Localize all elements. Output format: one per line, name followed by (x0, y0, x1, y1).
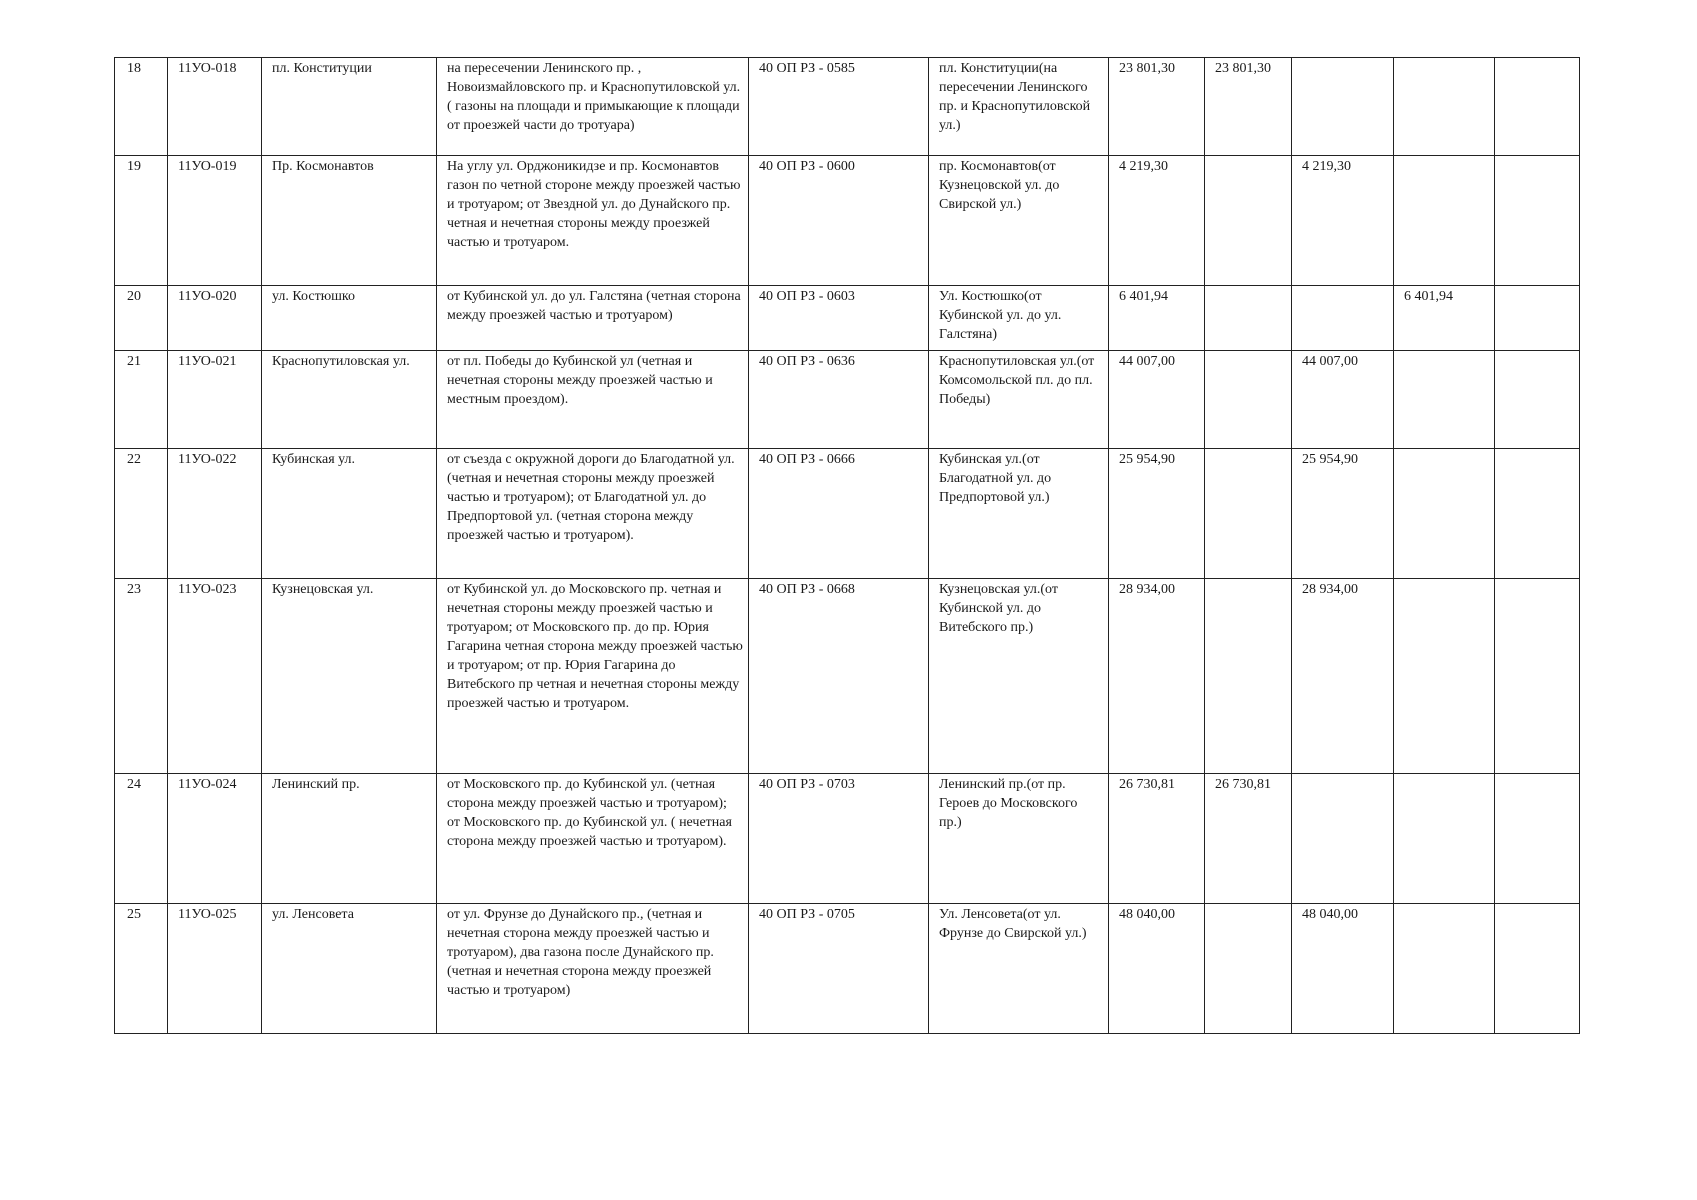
road-code-cell: 40 ОП РЗ - 0636 (749, 351, 929, 449)
amount-cell-3 (1394, 351, 1495, 449)
table-row (115, 449, 1580, 579)
row-number-cell: 23 (115, 579, 168, 774)
amount-cell-1 (1205, 286, 1292, 351)
amount-cell-1 (1205, 351, 1292, 449)
amount-cell-1: 26 730,81 (1205, 774, 1292, 904)
amount-cell-4 (1495, 449, 1580, 579)
object-name-cell: ул. Ленсовета (262, 904, 437, 1034)
amount-cell-4 (1495, 904, 1580, 1034)
object-name-cell: Ленинский пр. (262, 774, 437, 904)
road-section-cell: Ул. Костюшко(от Кубинской ул. до ул. Галстяна) (929, 286, 1109, 351)
object-code-cell: 11УО-022 (168, 449, 262, 579)
table-row (115, 286, 1580, 351)
road-section-cell: Кузнецовская ул.(от Кубинской ул. до Витебского пр.) (929, 579, 1109, 774)
road-code-cell: 40 ОП РЗ - 0600 (749, 156, 929, 286)
document-table (114, 57, 1580, 1034)
amount-cell-4 (1495, 579, 1580, 774)
row-number-cell: 18 (115, 58, 168, 156)
amount-cell-3 (1394, 449, 1495, 579)
object-name-cell: Краснопутиловская ул. (262, 351, 437, 449)
amount-cell-4 (1495, 286, 1580, 351)
amount-cell-1 (1205, 579, 1292, 774)
description-cell: на пересечении Ленинского пр. , Новоизмайловского пр. и Краснопутиловской ул.( газоны на площади и примыкающие к площади от проезжей части до тротуара) (437, 58, 749, 156)
amount-cell-2: 28 934,00 (1292, 579, 1394, 774)
amount-cell-3: 6 401,94 (1394, 286, 1495, 351)
object-code-cell: 11УО-021 (168, 351, 262, 449)
object-code-cell: 11УО-018 (168, 58, 262, 156)
object-name-cell: Пр. Космонавтов (262, 156, 437, 286)
amount-cell-2 (1292, 58, 1394, 156)
object-name-cell: ул. Костюшко (262, 286, 437, 351)
road-section-cell: Ленинский пр.(от пр. Героев до Московского пр.) (929, 774, 1109, 904)
amount-cell-2: 25 954,90 (1292, 449, 1394, 579)
road-code-cell: 40 ОП РЗ - 0603 (749, 286, 929, 351)
amount-cell-4 (1495, 58, 1580, 156)
road-section-cell: пл. Конституции(на пересечении Ленинского пр. и Краснопутиловской ул.) (929, 58, 1109, 156)
road-code-cell: 40 ОП РЗ - 0666 (749, 449, 929, 579)
table-row (115, 579, 1580, 774)
amount-cell-2: 4 219,30 (1292, 156, 1394, 286)
object-code-cell: 11УО-019 (168, 156, 262, 286)
row-number-cell: 25 (115, 904, 168, 1034)
object-name-cell: пл. Конституции (262, 58, 437, 156)
amount-cell-3 (1394, 579, 1495, 774)
amount-cell-3 (1394, 58, 1495, 156)
row-number-cell: 24 (115, 774, 168, 904)
total-area-cell: 25 954,90 (1109, 449, 1205, 579)
total-area-cell: 6 401,94 (1109, 286, 1205, 351)
table-body (115, 58, 1580, 1034)
amount-cell-2: 44 007,00 (1292, 351, 1394, 449)
road-section-cell: Ул. Ленсовета(от ул. Фрунзе до Свирской ул.) (929, 904, 1109, 1034)
road-code-cell: 40 ОП РЗ - 0705 (749, 904, 929, 1034)
row-number-cell: 21 (115, 351, 168, 449)
object-code-cell: 11УО-023 (168, 579, 262, 774)
table-row (115, 904, 1580, 1034)
row-number-cell: 20 (115, 286, 168, 351)
road-section-cell: Кубинская ул.(от Благодатной ул. до Предпортовой ул.) (929, 449, 1109, 579)
amount-cell-4 (1495, 156, 1580, 286)
total-area-cell: 28 934,00 (1109, 579, 1205, 774)
description-cell: от Московского пр. до Кубинской ул. (четная сторона между проезжей частью и тротуаром); от Московского пр. до Кубинской ул. ( нечетная сторона между проезжей частью и тротуаром). (437, 774, 749, 904)
description-cell: от ул. Фрунзе до Дунайского пр., (четная и нечетная сторона между проезжей частью и тротуаром), два газона после Дунайского пр. (четная и нечетная сторона между проезжей частью и тротуаром) (437, 904, 749, 1034)
table-row (115, 774, 1580, 904)
amount-cell-1 (1205, 156, 1292, 286)
object-name-cell: Кубинская ул. (262, 449, 437, 579)
total-area-cell: 4 219,30 (1109, 156, 1205, 286)
total-area-cell: 26 730,81 (1109, 774, 1205, 904)
description-cell: от съезда с окружной дороги до Благодатной ул. (четная и нечетная стороны между проезжей частью и тротуаром); от Благодатной ул. до Предпортовой ул. (четная сторона между проезжей частью и тротуаром). (437, 449, 749, 579)
description-cell: от пл. Победы до Кубинской ул (четная и нечетная стороны между проезжей частью и местным проездом). (437, 351, 749, 449)
description-cell: На углу ул. Орджоникидзе и пр. Космонавтов газон по четной стороне между проезжей частью и тротуаром; от Звездной ул. до Дунайского пр. четная и нечетная стороны между проезжей частью и тротуаром. (437, 156, 749, 286)
table-row (115, 351, 1580, 449)
total-area-cell: 48 040,00 (1109, 904, 1205, 1034)
amount-cell-2 (1292, 286, 1394, 351)
amount-cell-1 (1205, 904, 1292, 1034)
amount-cell-4 (1495, 351, 1580, 449)
description-cell: от Кубинской ул. до Московского пр. четная и нечетная стороны между проезжей частью и тротуаром; от Московского пр. до пр. Юрия Гагарина четная сторона между проезжей частью и тротуаром; от пр. Юрия Гагарина до Витебского пр четная и нечетная стороны между проезжей частью и тротуаром. (437, 579, 749, 774)
total-area-cell: 23 801,30 (1109, 58, 1205, 156)
road-code-cell: 40 ОП РЗ - 0703 (749, 774, 929, 904)
road-code-cell: 40 ОП РЗ - 0585 (749, 58, 929, 156)
amount-cell-2: 48 040,00 (1292, 904, 1394, 1034)
amount-cell-1 (1205, 449, 1292, 579)
row-number-cell: 22 (115, 449, 168, 579)
amount-cell-4 (1495, 774, 1580, 904)
table-row (115, 58, 1580, 156)
object-name-cell: Кузнецовская ул. (262, 579, 437, 774)
table-row (115, 156, 1580, 286)
object-code-cell: 11УО-025 (168, 904, 262, 1034)
description-cell: от Кубинской ул. до ул. Галстяна (четная сторона между проезжей частью и тротуаром) (437, 286, 749, 351)
amount-cell-2 (1292, 774, 1394, 904)
amount-cell-3 (1394, 774, 1495, 904)
amount-cell-3 (1394, 156, 1495, 286)
amount-cell-1: 23 801,30 (1205, 58, 1292, 156)
road-section-cell: Краснопутиловская ул.(от Комсомольской пл. до пл. Победы) (929, 351, 1109, 449)
total-area-cell: 44 007,00 (1109, 351, 1205, 449)
row-number-cell: 19 (115, 156, 168, 286)
road-section-cell: пр. Космонавтов(от Кузнецовской ул. до Свирской ул.) (929, 156, 1109, 286)
amount-cell-3 (1394, 904, 1495, 1034)
road-code-cell: 40 ОП РЗ - 0668 (749, 579, 929, 774)
object-code-cell: 11УО-024 (168, 774, 262, 904)
object-code-cell: 11УО-020 (168, 286, 262, 351)
